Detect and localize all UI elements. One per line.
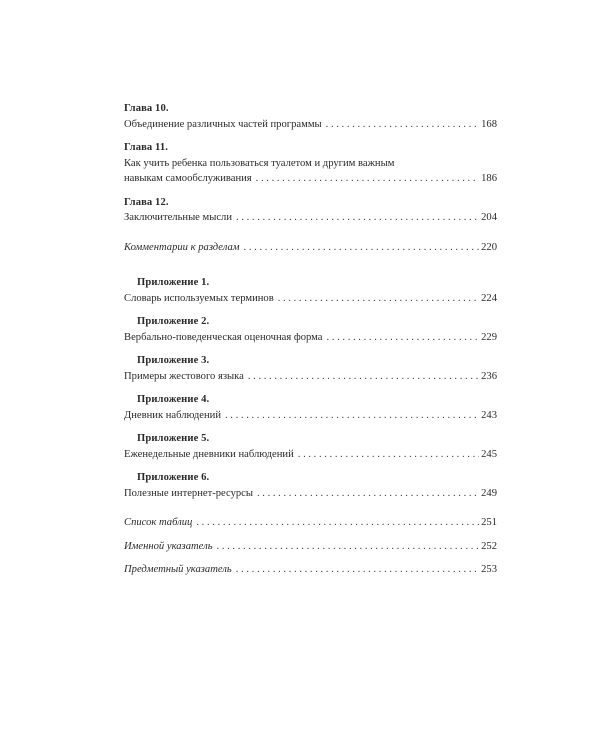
toc-line [124,408,497,424]
page-number: 229 [481,331,497,343]
toc-entry-appendix-3[interactable] [124,353,497,384]
entry-title: Вербально-поведенческая оценочная форма [124,331,323,343]
dot-leader [217,539,479,555]
toc-line [124,539,497,555]
entry-title: Дневник наблюдений [124,409,221,421]
appendix-heading: Приложение 2. [137,316,210,327]
toc-line [124,291,497,307]
toc-line [124,240,497,256]
dot-leader [326,117,479,133]
page-number: 204 [481,212,497,223]
page-number: 224 [481,292,497,304]
toc-entry-appendix-6[interactable] [124,470,497,501]
page-number: 186 [481,173,497,184]
toc-entry-name-index[interactable] [124,539,497,555]
toc-entry-appendix-1[interactable] [124,275,497,306]
entry-title: Примеры жестового языка [124,370,244,382]
entry-title: Еженедельные дневники наблюдений [124,448,294,460]
dot-leader [244,240,479,256]
appendix-heading: Приложение 4. [137,394,210,405]
toc-line [124,562,497,578]
entry-title-line1: Как учить ребенка пользоваться туалетом и другим важным [124,157,395,169]
chapter-heading: Глава 12. [124,196,169,208]
page-number: 253 [481,564,497,575]
toc-line [124,515,497,531]
table-of-contents [124,101,497,586]
page-number: 252 [481,540,497,552]
entry-title: Предметный указатель [124,564,232,575]
appendix-heading: Приложение 1. [137,277,210,288]
dot-leader [236,562,479,578]
toc-entry-list-of-tables[interactable] [124,515,497,531]
page-number: 251 [481,517,497,528]
page-number: 236 [481,370,497,382]
entry-title: Комментарии к разделам [124,241,240,253]
toc-entry-appendix-2[interactable] [124,314,497,345]
dot-leader [225,408,479,424]
entry-title: Словарь используемых терминов [124,292,274,304]
entry-title: Заключительные мысли [124,212,233,223]
toc-line [124,210,497,226]
dot-leader [196,515,479,531]
chapter-heading: Глава 11. [124,142,169,153]
toc-entry-appendix-4[interactable] [124,392,497,423]
dot-leader [236,210,479,226]
toc-entry-chapter-12[interactable] [124,195,497,226]
page-number: 168 [481,118,497,130]
dot-leader [257,486,479,502]
dot-leader [278,291,479,307]
page-number: 243 [481,409,497,421]
toc-entry-subject-index[interactable] [124,562,497,578]
toc-line [124,117,497,133]
dot-leader [256,171,479,187]
toc-line [124,171,497,187]
appendix-heading: Приложение 5. [137,433,210,444]
dot-leader [327,330,479,346]
dot-leader [298,447,479,463]
chapter-heading: Глава 10. [124,103,169,114]
toc-line [124,156,497,172]
toc-line [124,486,497,502]
page-number: 245 [481,448,497,460]
toc-entry-chapter-10[interactable] [124,101,497,132]
toc-entry-comments[interactable] [124,240,497,256]
appendix-heading: Приложение 6. [137,472,210,483]
toc-line [124,369,497,385]
entry-title: Список таблиц [124,517,193,528]
dot-leader [248,369,479,385]
page-number: 220 [481,241,497,253]
page-number: 249 [481,487,497,499]
entry-title: Именной указатель [124,540,213,552]
toc-entry-appendix-5[interactable] [124,431,497,462]
entry-title: Полезные интернет-ресурсы [124,487,253,499]
toc-entry-chapter-11[interactable] [124,140,497,187]
toc-line [124,447,497,463]
appendix-heading: Приложение 3. [137,355,210,366]
entry-title-line2: навыкам самообслуживания [124,173,252,184]
entry-title: Объединение различных частей программы [124,118,322,130]
toc-line [124,330,497,346]
